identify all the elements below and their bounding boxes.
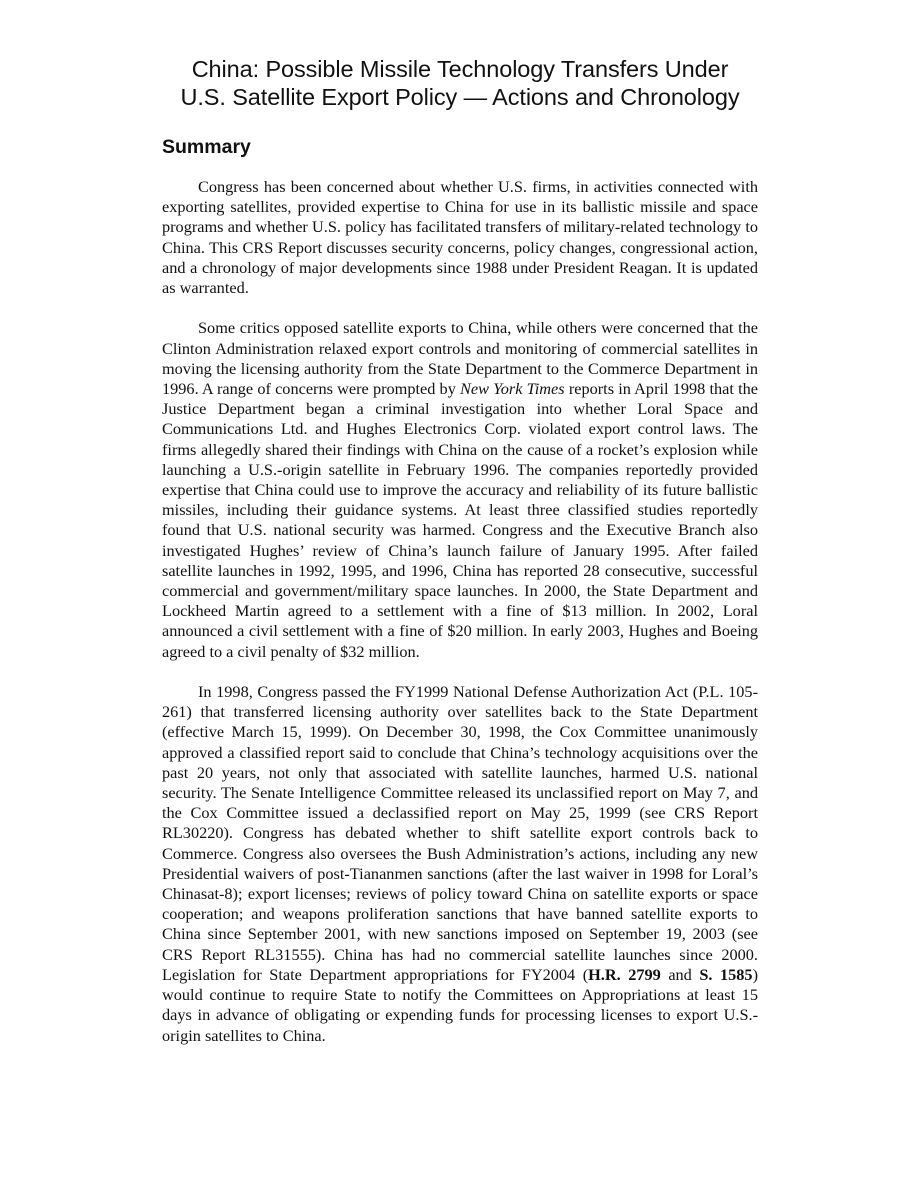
section-heading-summary: Summary [162,136,251,158]
title-line-1: China: Possible Missile Technology Transfers Under [191,56,729,82]
paragraph-3-text-b: ) would continue to require State to notify the Committees on Appropriations at least 15 days in advance of obligating or expending funds for processing licenses to export U.S.-origin satellites to China. [162,964,758,1045]
paragraph-3-conjunction: and [660,964,700,984]
document-page [162,55,758,1046]
summary-paragraph-1: Congress has been concerned about whether U.S. firms, in activities connected with exporting satellites, provided expertise to China for use in its ballistic missile and space programs and whether U.S. policy has facilitated transfers of military-related technology to China. This CRS Report discusses security concerns, policy changes, congressional action, and a chronology of major developments since 1988 under President Reagan. It is updated as warranted. [162,177,758,298]
title-line-2: U.S. Satellite Export Policy — Actions and Chronology [180,84,740,110]
document-title [162,55,758,111]
paragraph-2-text-b: reports in April 1998 that the Justice Department began a criminal investigation into whether Loral Space and Communications Ltd. and Hughes Electronics Corp. violated export control laws. The firms allegedly shared their findings with China on the cause of a rocket’s explosion while launching a U.S.-origin satellite in February 1996. The companies reportedly provided expertise that China could use to improve the accuracy and reliability of its future ballistic missiles, including their guidance systems. At least three classified studies reportedly found that U.S. national security was harmed. Congress and the Executive Branch also investigated Hughes’ review of China’s launch failure of January 1995. After failed satellite launches in 1992, 1995, and 1996, China has reported 28 consecutive, successful commercial and government/military space launches. In 2000, the State Department and Lockheed Martin agreed to a settlement with a fine of $13 million. In 2002, Loral announced a civil settlement with a fine of $20 million. In early 2003, Hughes and Boeing agreed to a civil penalty of $32 million. [162,379,758,661]
bill-reference-s: S. 1585 [699,964,753,984]
publication-name: New York Times [460,379,565,399]
paragraph-3-text-a: In 1998, Congress passed the FY1999 National Defense Authorization Act (P.L. 105-261) that transferred licensing authority over satellites back to the State Department (effective March 15, 1999). On December 30, 1998, the Cox Committee unanimously approved a classified report said to conclude that China’s technology acquisitions over the past 20 years, not only that associated with satellite launches, harmed U.S. national security. The Senate Intelligence Committee released its unclassified report on May 7, and the Cox Committee issued a declassified report on May 25, 1999 (see CRS Report RL30220). Congress has debated whether to shift satellite export controls back to Commerce. Congress also oversees the Bush Administration’s actions, including any new Presidential waivers of post-Tiananmen sanctions (after the last waiver in 1998 for Loral’s Chinasat-8); export licenses; reviews of policy toward China on satellite exports or space cooperation; and weapons proliferation sanctions that have banned satellite exports to China since September 2001, with new sanctions imposed on September 19, 2003 (see CRS Report RL31555). China has had no commercial satellite launches since 2000. Legislation for State Department appropriations for FY2004 ( [162,682,758,984]
paragraph-2-text-a: Some critics opposed satellite exports to China, while others were concerned that the Clinton Administration relaxed export controls and monitoring of commercial satellites in moving the licensing authority from the State Department to the Commerce Department in 1996. A range of concerns were prompted by [162,318,758,399]
summary-paragraph-3 [162,682,758,1046]
summary-paragraph-2 [162,318,758,661]
bill-reference-hr: H.R. 2799 [588,964,661,984]
